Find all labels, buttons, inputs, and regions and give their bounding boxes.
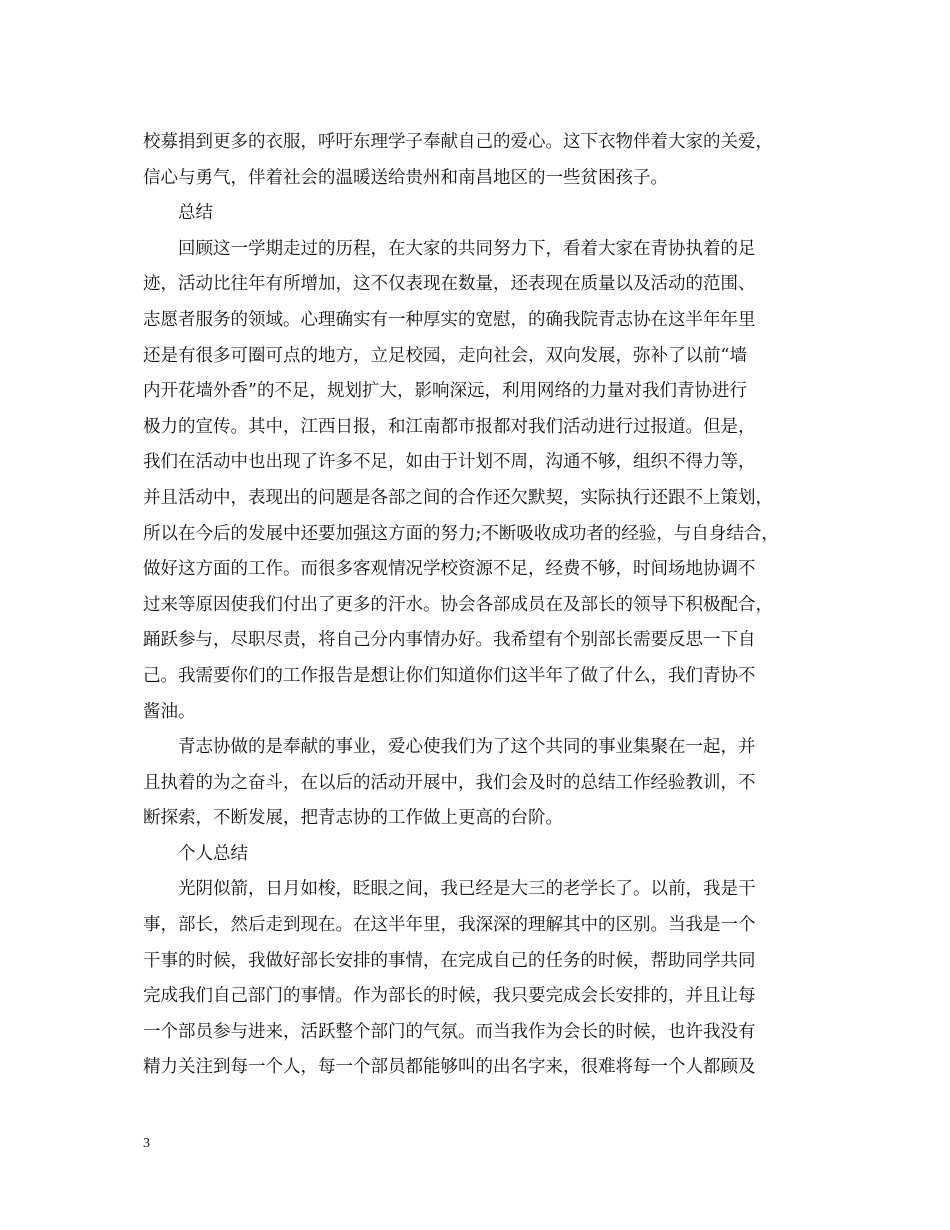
text-line: 校募捐到更多的衣服，呼吁东理学子奉献自己的爱心。这下衣物伴着大家的关爱， [143,132,773,152]
text-line: 信心与勇气，伴着社会的温暖送给贵州和南昌地区的一些贫困孩子。 [143,167,668,188]
text-line: 完成我们自己部门的事情。作为部长的时候，我只要完成会长安排的，并且让每 [143,986,756,1007]
text-line: 所以在今后的发展中还要加强这方面的努力;不断吸收成功者的经验，与自身结合， [143,523,779,544]
text-line: 做好这方面的工作。而很多客观情况学校资源不足，经费不够，时间场地协调不 [143,559,756,580]
text-line: 极力的宣传。其中，江西日报，和江南都市报都对我们活动进行过报道。但是， [143,416,756,437]
text-line: 干事的时候，我做好部长安排的事情，在完成自己的任务的时候，帮助同学共同 [143,950,756,971]
text-line: 还是有很多可圈可点的地方，立足校园，走向社会，双向发展，弥补了以前“墙 [143,345,747,366]
text-line: 且执着的为之奋斗，在以后的活动开展中，我们会及时的总结工作经验教训，不 [143,772,756,793]
text-line: 并且活动中，表现出的问题是各部之间的合作还欠默契，实际执行还跟不上策划， [143,487,773,508]
section-heading-summary: 总结 [178,203,213,224]
section-heading-personal-summary: 个人总结 [178,843,248,864]
text-line: 志愿者服务的领域。心理确实有一种厚实的宽慰，的确我院青志协在这半年年里 [143,309,756,330]
text-line: 回顾这一学期走过的历程，在大家的共同努力下，看着大家在青协执着的足 [178,238,756,259]
text-line: 光阴似箭，日月如梭，眨眼之间，我已经是大三的老学长了。以前，我是干 [178,879,756,900]
text-line: 过来等原因使我们付出了更多的汗水。协会各部成员在及部长的领导下积极配合， [143,594,773,615]
text-line: 青志协做的是奉献的事业，爱心使我们为了这个共同的事业集聚在一起，并 [178,737,756,758]
text-line: 踊跃参与，尽职尽责，将自己分内事情办好。我希望有个别部长需要反思一下自 [143,630,756,651]
text-line: 迹，活动比往年有所增加，这不仅表现在数量，还表现在质量以及活动的范围、 [143,274,756,295]
text-line: 酱油。 [143,701,196,722]
text-line: 事，部长，然后走到现在。在这半年里，我深深的理解其中的区别。当我是一个 [143,915,756,936]
text-line: 己。我需要你们的工作报告是想让你们知道你们这半年了做了什么，我们青协不 [143,665,756,686]
text-line: 断探索，不断发展，把青志协的工作做上更高的台阶。 [143,808,563,829]
document-body [143,125,823,1086]
text-line: 精力关注到每一个人，每一个部员都能够叫的出名字来，很难将每一个人都顾及 [143,1057,756,1078]
text-line: 一个部员参与进来，活跃整个部门的气氛。而当我作为会长的时候，也许我没有 [143,1021,756,1042]
text-line: 我们在活动中也出现了许多不足，如由于计划不周，沟通不够，组织不得力等， [143,452,756,473]
text-line: 内开花墙外香”的不足，规划扩大，影响深远，利用网络的力量对我们青协进行 [143,381,747,402]
page-number: 3 [143,1136,150,1151]
